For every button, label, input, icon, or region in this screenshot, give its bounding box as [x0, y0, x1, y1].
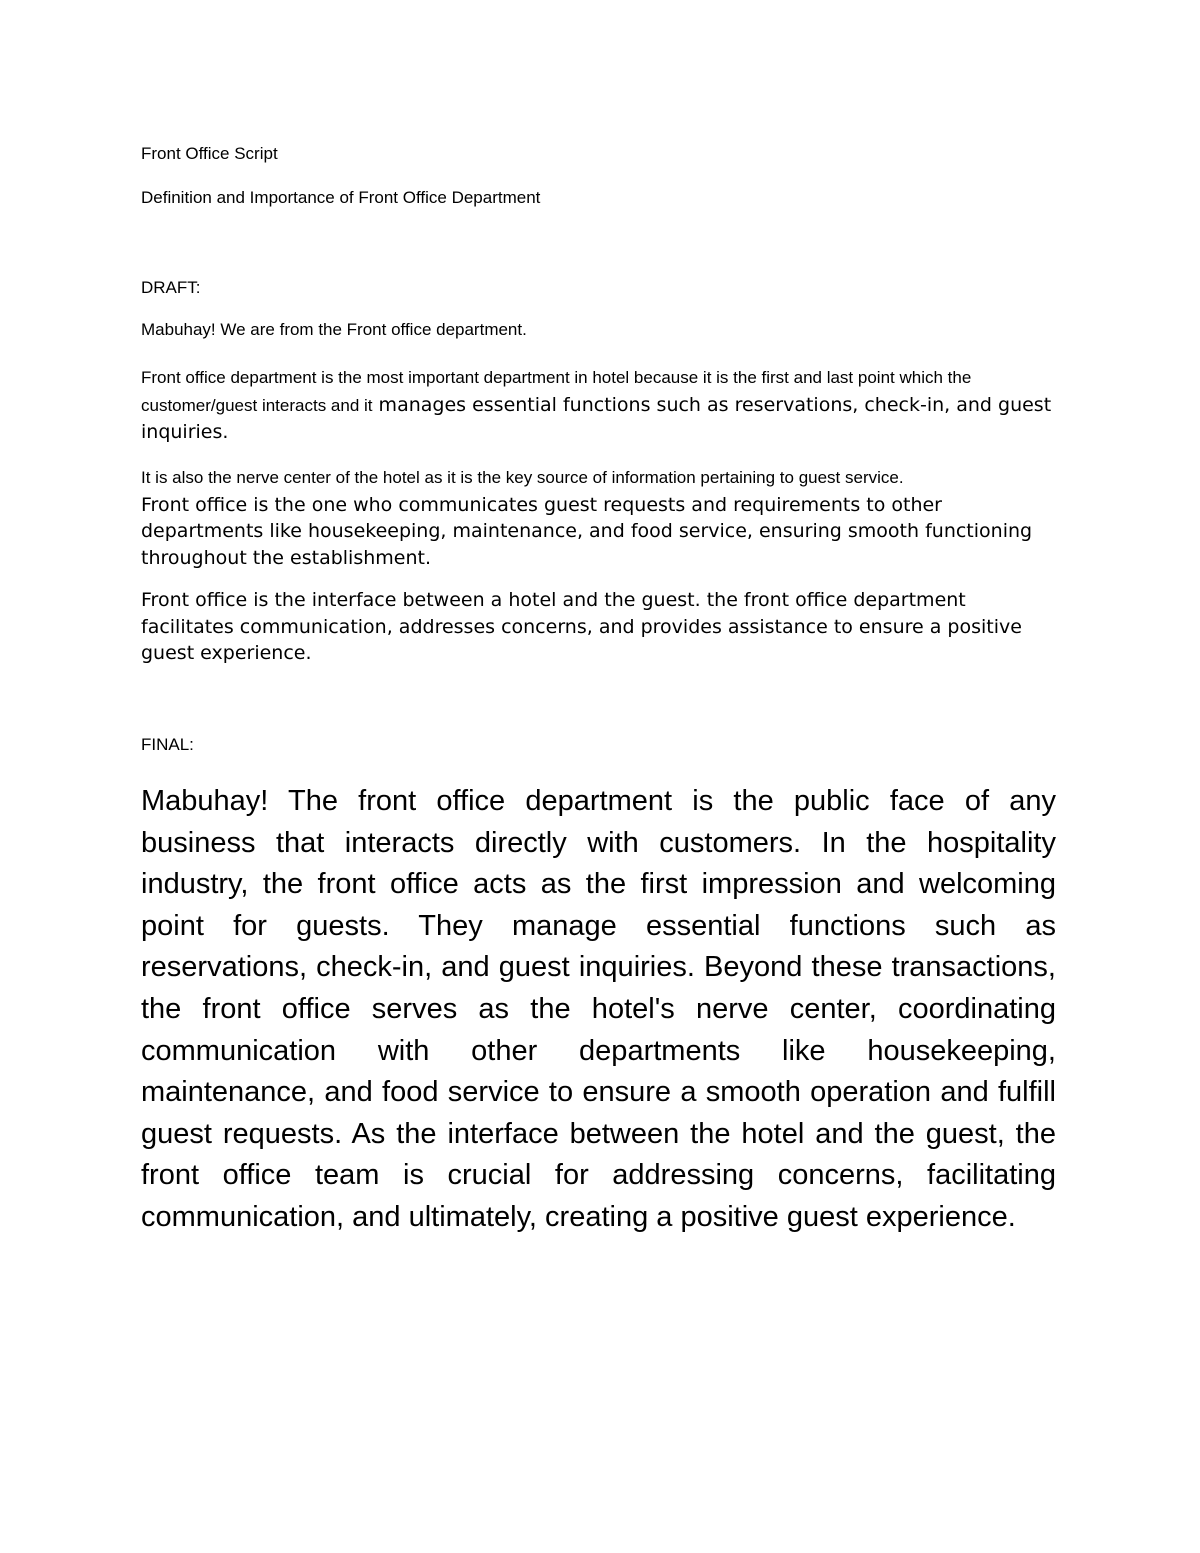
final-label: FINAL:	[141, 735, 194, 754]
document-title: Front Office Script	[141, 144, 278, 163]
draft-paragraph-1-lead: Front office department is the most important department in hotel because it is the first and last point which the customer/guest interacts and it	[141, 368, 972, 415]
document-subtitle: Definition and Importance of Front Office Department	[141, 188, 541, 207]
draft-paragraph-1-rest: manages essential functions such as reservations, check-in, and guest inquiries.	[141, 393, 1052, 443]
draft-paragraph-2-rest: Front office is the one who communicates guest requests and requirements to other departments like housekeeping, maintenance, and food service, ensuring smooth functioning throughout the establishment.	[141, 493, 1033, 569]
draft-greeting: Mabuhay! We are from the Front office department.	[141, 320, 527, 339]
draft-label: DRAFT:	[141, 278, 201, 297]
final-paragraph: Mabuhay! The front office department is the public face of any business that interacts directly with customers. In the hospitality industry, the front office acts as the first impression and welcoming point for guests. They manage essential functions such as reservations, check-in, and guest inquiries. Beyond these transactions, the front office serves as the hotel's nerve center, coordinating communication with other departments like housekeeping, maintenance, and food service to ensure a smooth operation and fulfill guest requests. As the interface between the hotel and the guest, the front office team is crucial for addressing concerns, facilitating communication, and ultimately, creating a positive guest experience.	[141, 785, 1056, 1233]
draft-paragraph-1	[141, 364, 1059, 446]
draft-paragraph-3: Front office is the interface between a hotel and the guest. the front office department facilitates communication, addresses concerns, and provides assistance to ensure a positive guest experience.	[141, 589, 1022, 664]
draft-paragraph-2	[141, 464, 1059, 571]
draft-paragraph-2-lead: It is also the nerve center of the hotel as it is the key source of information pertaining to guest service.	[141, 468, 904, 487]
